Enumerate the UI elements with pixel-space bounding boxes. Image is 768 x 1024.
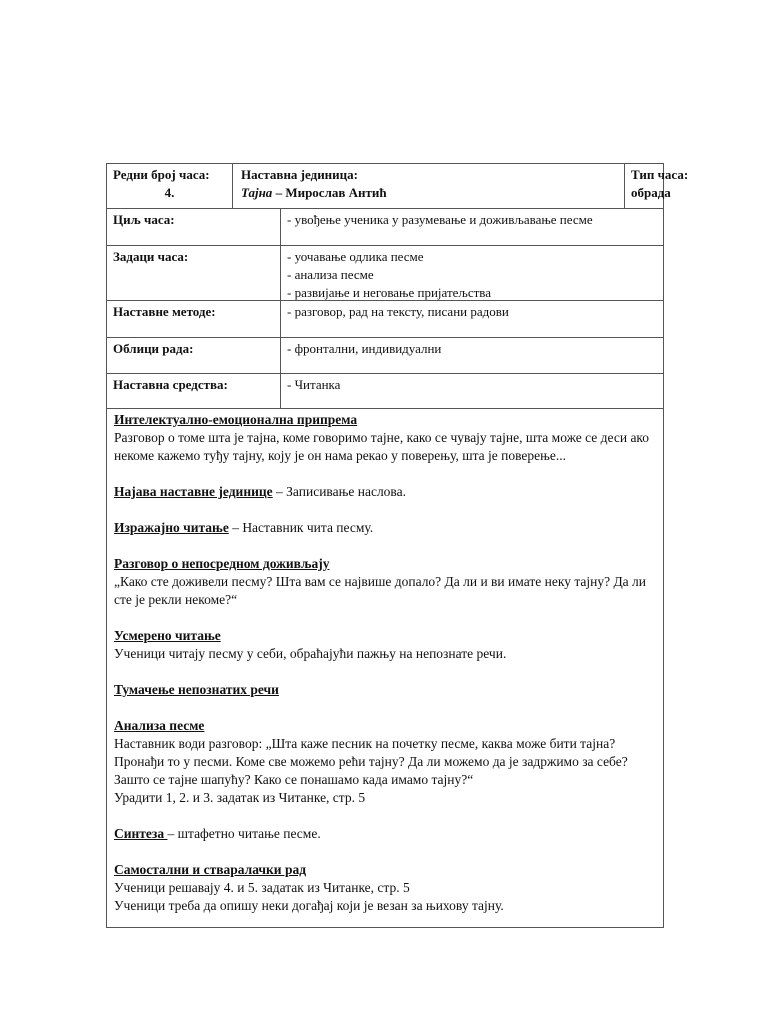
section-announcement bbox=[114, 483, 656, 501]
section-unknown-words bbox=[114, 681, 656, 699]
section-title: Анализа песме bbox=[114, 718, 205, 733]
row-work-forms bbox=[106, 338, 664, 374]
section-title: Синтеза bbox=[114, 826, 168, 841]
unit-title: Тајна bbox=[241, 185, 273, 200]
section-title: Интелектуално-емоционална припрема bbox=[114, 412, 358, 427]
section-discussion bbox=[114, 555, 656, 609]
lesson-header-table bbox=[106, 163, 689, 209]
section-text: Урадити 1, 2. и 3. задатак из Читанке, стр. 5 bbox=[114, 790, 366, 805]
section-independent-work bbox=[114, 861, 656, 915]
section-expressive-reading bbox=[114, 519, 656, 537]
section-directed-reading bbox=[114, 627, 656, 663]
row-methods bbox=[106, 301, 664, 338]
lesson-number-label: Редни број часа: bbox=[113, 167, 210, 182]
lesson-number: 4. bbox=[164, 185, 175, 200]
section-text: Ученици решавају 4. и 5. задатак из Читанке, стр. 5 bbox=[114, 880, 410, 895]
section-preparation bbox=[114, 411, 656, 465]
row-goal bbox=[106, 209, 664, 246]
value-line: - фронтални, индивидуални bbox=[287, 341, 442, 356]
section-title: Самостални и стваралачки рад bbox=[114, 862, 307, 877]
row-value bbox=[281, 301, 663, 323]
section-text: Разговор о томе шта је тајна, коме говоримо тајне, како се чувају тајне, шта може се деси ако некоме кажемо туђу тајну, коју је он нама рекао у поверењу, шта је поверење... bbox=[114, 430, 650, 463]
row-label: Облици рада: bbox=[107, 338, 281, 373]
section-synthesis bbox=[114, 825, 656, 843]
section-title: Најава наставне јединице bbox=[114, 484, 273, 499]
unit-cell bbox=[233, 164, 625, 208]
lesson-details-table bbox=[106, 209, 664, 409]
row-label: Циљ часа: bbox=[107, 209, 281, 245]
lesson-number-cell bbox=[107, 164, 233, 208]
unit-dash: – bbox=[272, 185, 286, 200]
value-line: - увођење ученика у разумевање и доживљавање песме bbox=[287, 212, 593, 227]
row-materials bbox=[106, 374, 664, 409]
row-tasks bbox=[106, 246, 664, 301]
section-analysis bbox=[114, 717, 656, 807]
value-line: - анализа песме bbox=[287, 267, 374, 282]
section-title: Усмерено читање bbox=[114, 628, 221, 643]
section-title: Разговор о непосредном доживљају bbox=[114, 556, 330, 571]
row-value bbox=[281, 209, 663, 231]
section-text: Наставник води разговор: „Шта каже песник на почетку песме, каква може бити тајна? Пронађи то у песми. Коме све можемо рећи тајну? Да ли можемо да је задржимо за себе? Зашто се тајне шапућу? Како се понашамо када имамо тајну?“ bbox=[114, 736, 628, 787]
value-line: - развијање и неговање пријатељства bbox=[287, 285, 492, 300]
section-text: Ученици треба да опишу неки догађај који је везан за њихову тајну. bbox=[114, 898, 504, 913]
unit-label: Наставна јединица: bbox=[241, 167, 358, 182]
row-value bbox=[281, 246, 663, 304]
lesson-type-cell bbox=[625, 164, 763, 208]
value-line: - разговор, рад на тексту, писани радови bbox=[287, 304, 509, 319]
lesson-type-label: Тип часа: bbox=[631, 167, 689, 182]
unit-author: Мирослав Антић bbox=[285, 185, 387, 200]
row-label: Задаци часа: bbox=[107, 246, 281, 300]
lesson-type-value: обрада bbox=[631, 185, 671, 200]
row-label: Наставне методе: bbox=[107, 301, 281, 337]
row-value bbox=[281, 374, 663, 396]
section-text: Ученици читају песму у себи, обраћајући пажњу на непознате речи. bbox=[114, 646, 507, 661]
unit-title-line bbox=[241, 184, 616, 202]
section-title: Тумачење непознатих речи bbox=[114, 682, 279, 697]
section-text: – Наставник чита песму. bbox=[228, 520, 374, 535]
section-title: Изражајно читање bbox=[114, 520, 229, 535]
value-line: - Читанка bbox=[287, 377, 341, 392]
value-line: - уочавање одлика песме bbox=[287, 249, 424, 264]
section-text: – Записивање наслова. bbox=[272, 484, 406, 499]
row-label: Наставна средства: bbox=[107, 374, 281, 408]
row-value bbox=[281, 338, 663, 360]
section-text: – штафетно читање песме. bbox=[167, 826, 321, 841]
section-text: „Како сте доживели песму? Шта вам се највише допало? Да ли и ви имате неку тајну? Да ли сте је рекли некоме?“ bbox=[114, 574, 647, 607]
lesson-flow bbox=[106, 409, 664, 928]
